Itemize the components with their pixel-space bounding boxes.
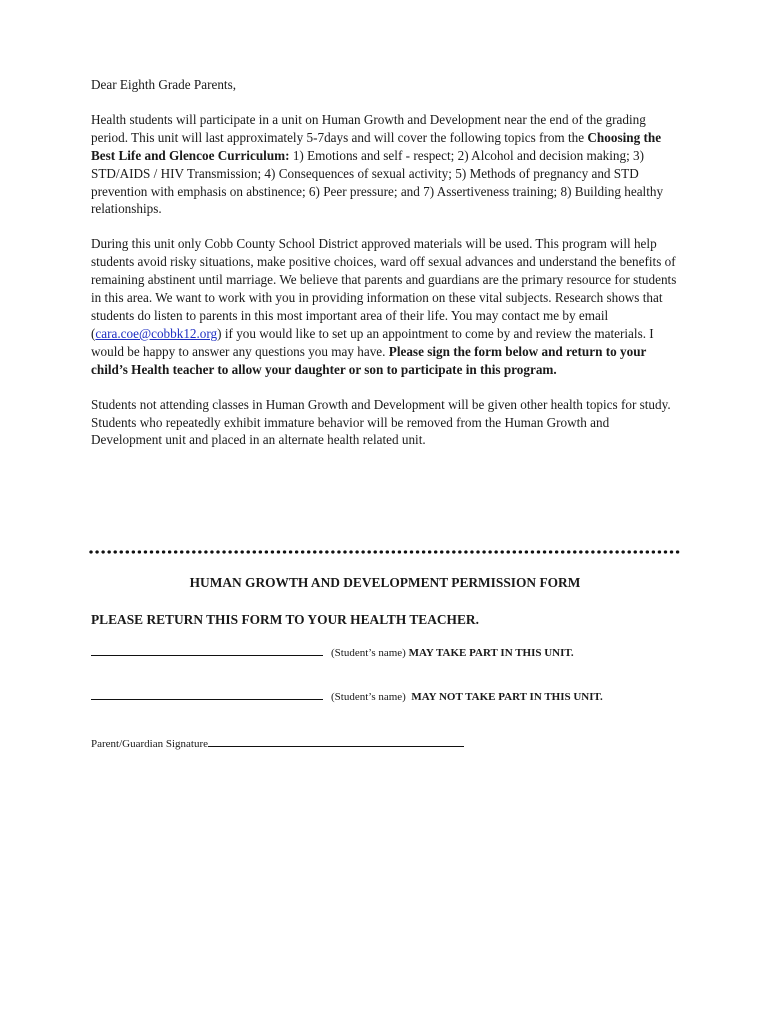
may-not-take-part-line — [91, 689, 603, 703]
intro-text-a: Health students will participate in a unit on Human Growth and Development near the end of the grading period. This unit will last approximately 5-7days and will cover the following topics from the — [91, 111, 646, 145]
letter-body — [91, 76, 681, 449]
form-instruction: PLEASE RETURN THIS FORM TO YOUR HEALTH TEACHER. — [91, 612, 479, 627]
may-not-take-part-text: MAY NOT TAKE PART IN THIS UNIT. — [411, 691, 603, 703]
salutation: Dear Eighth Grade Parents, — [91, 77, 237, 92]
sign-instruction: Please sign the form below and return to your child’s Health teacher to allow your daughter or son to participate in this program. — [91, 343, 647, 377]
student-name-blank-no[interactable] — [91, 689, 323, 700]
signature-blank[interactable] — [208, 736, 464, 747]
may-take-part-text: MAY TAKE PART IN THIS UNIT. — [408, 647, 574, 659]
paragraph-alternate: Students not attending classes in Human Growth and Development will be given other health topics for study. Students who repeatedly exhibit immature behavior will be removed from the Human Growth and Development unit and placed in an alternate health related unit. — [91, 396, 671, 448]
student-name-label: (Student’s name) — [331, 647, 406, 659]
program-text-b: ) if you would like to set up an appointment to come by and review the materials. I would be happy to answer any questions you may have. — [91, 325, 654, 359]
form-title: HUMAN GROWTH AND DEVELOPMENT PERMISSION FORM — [189, 575, 581, 590]
signature-line — [91, 736, 464, 750]
student-name-blank-yes[interactable] — [91, 645, 323, 656]
paragraph-intro — [91, 111, 681, 218]
paren-open: ( — [91, 325, 96, 341]
dotted-separator — [88, 549, 682, 555]
intro-text-b: 1) Emotions and self - respect; 2) Alcohol and decision making; 3) STD/AIDS / HIV Transmission; 4) Consequences of sexual activity; 5) Methods of pregnancy and STD prevention with emphasis on abstinence; 6) Peer pressure; and 7) Assertiveness training; 8) Building healthy relationships. — [91, 147, 664, 217]
paragraph-program — [91, 235, 681, 378]
student-name-label: (Student’s name) — [331, 691, 406, 703]
curriculum-name: Choosing the Best Life and Glencoe Curriculum: — [91, 129, 662, 163]
signature-label: Parent/Guardian Signature — [91, 738, 208, 750]
may-take-part-line — [91, 645, 574, 659]
program-text-a: During this unit only Cobb County School District approved materials will be used. This program will help students avoid risky situations, make positive choices, ward off sexual advances and understand the benefits of remaining abstinent until marriage. We believe that parents and guardians are the primary resource for students in this area. We want to work with you in providing information on these vital subjects. Research shows that students do listen to parents in this most important area of their life. You may contact me by email — [91, 236, 677, 323]
email-link[interactable]: cara.coe@cobbk12.org — [95, 325, 218, 341]
